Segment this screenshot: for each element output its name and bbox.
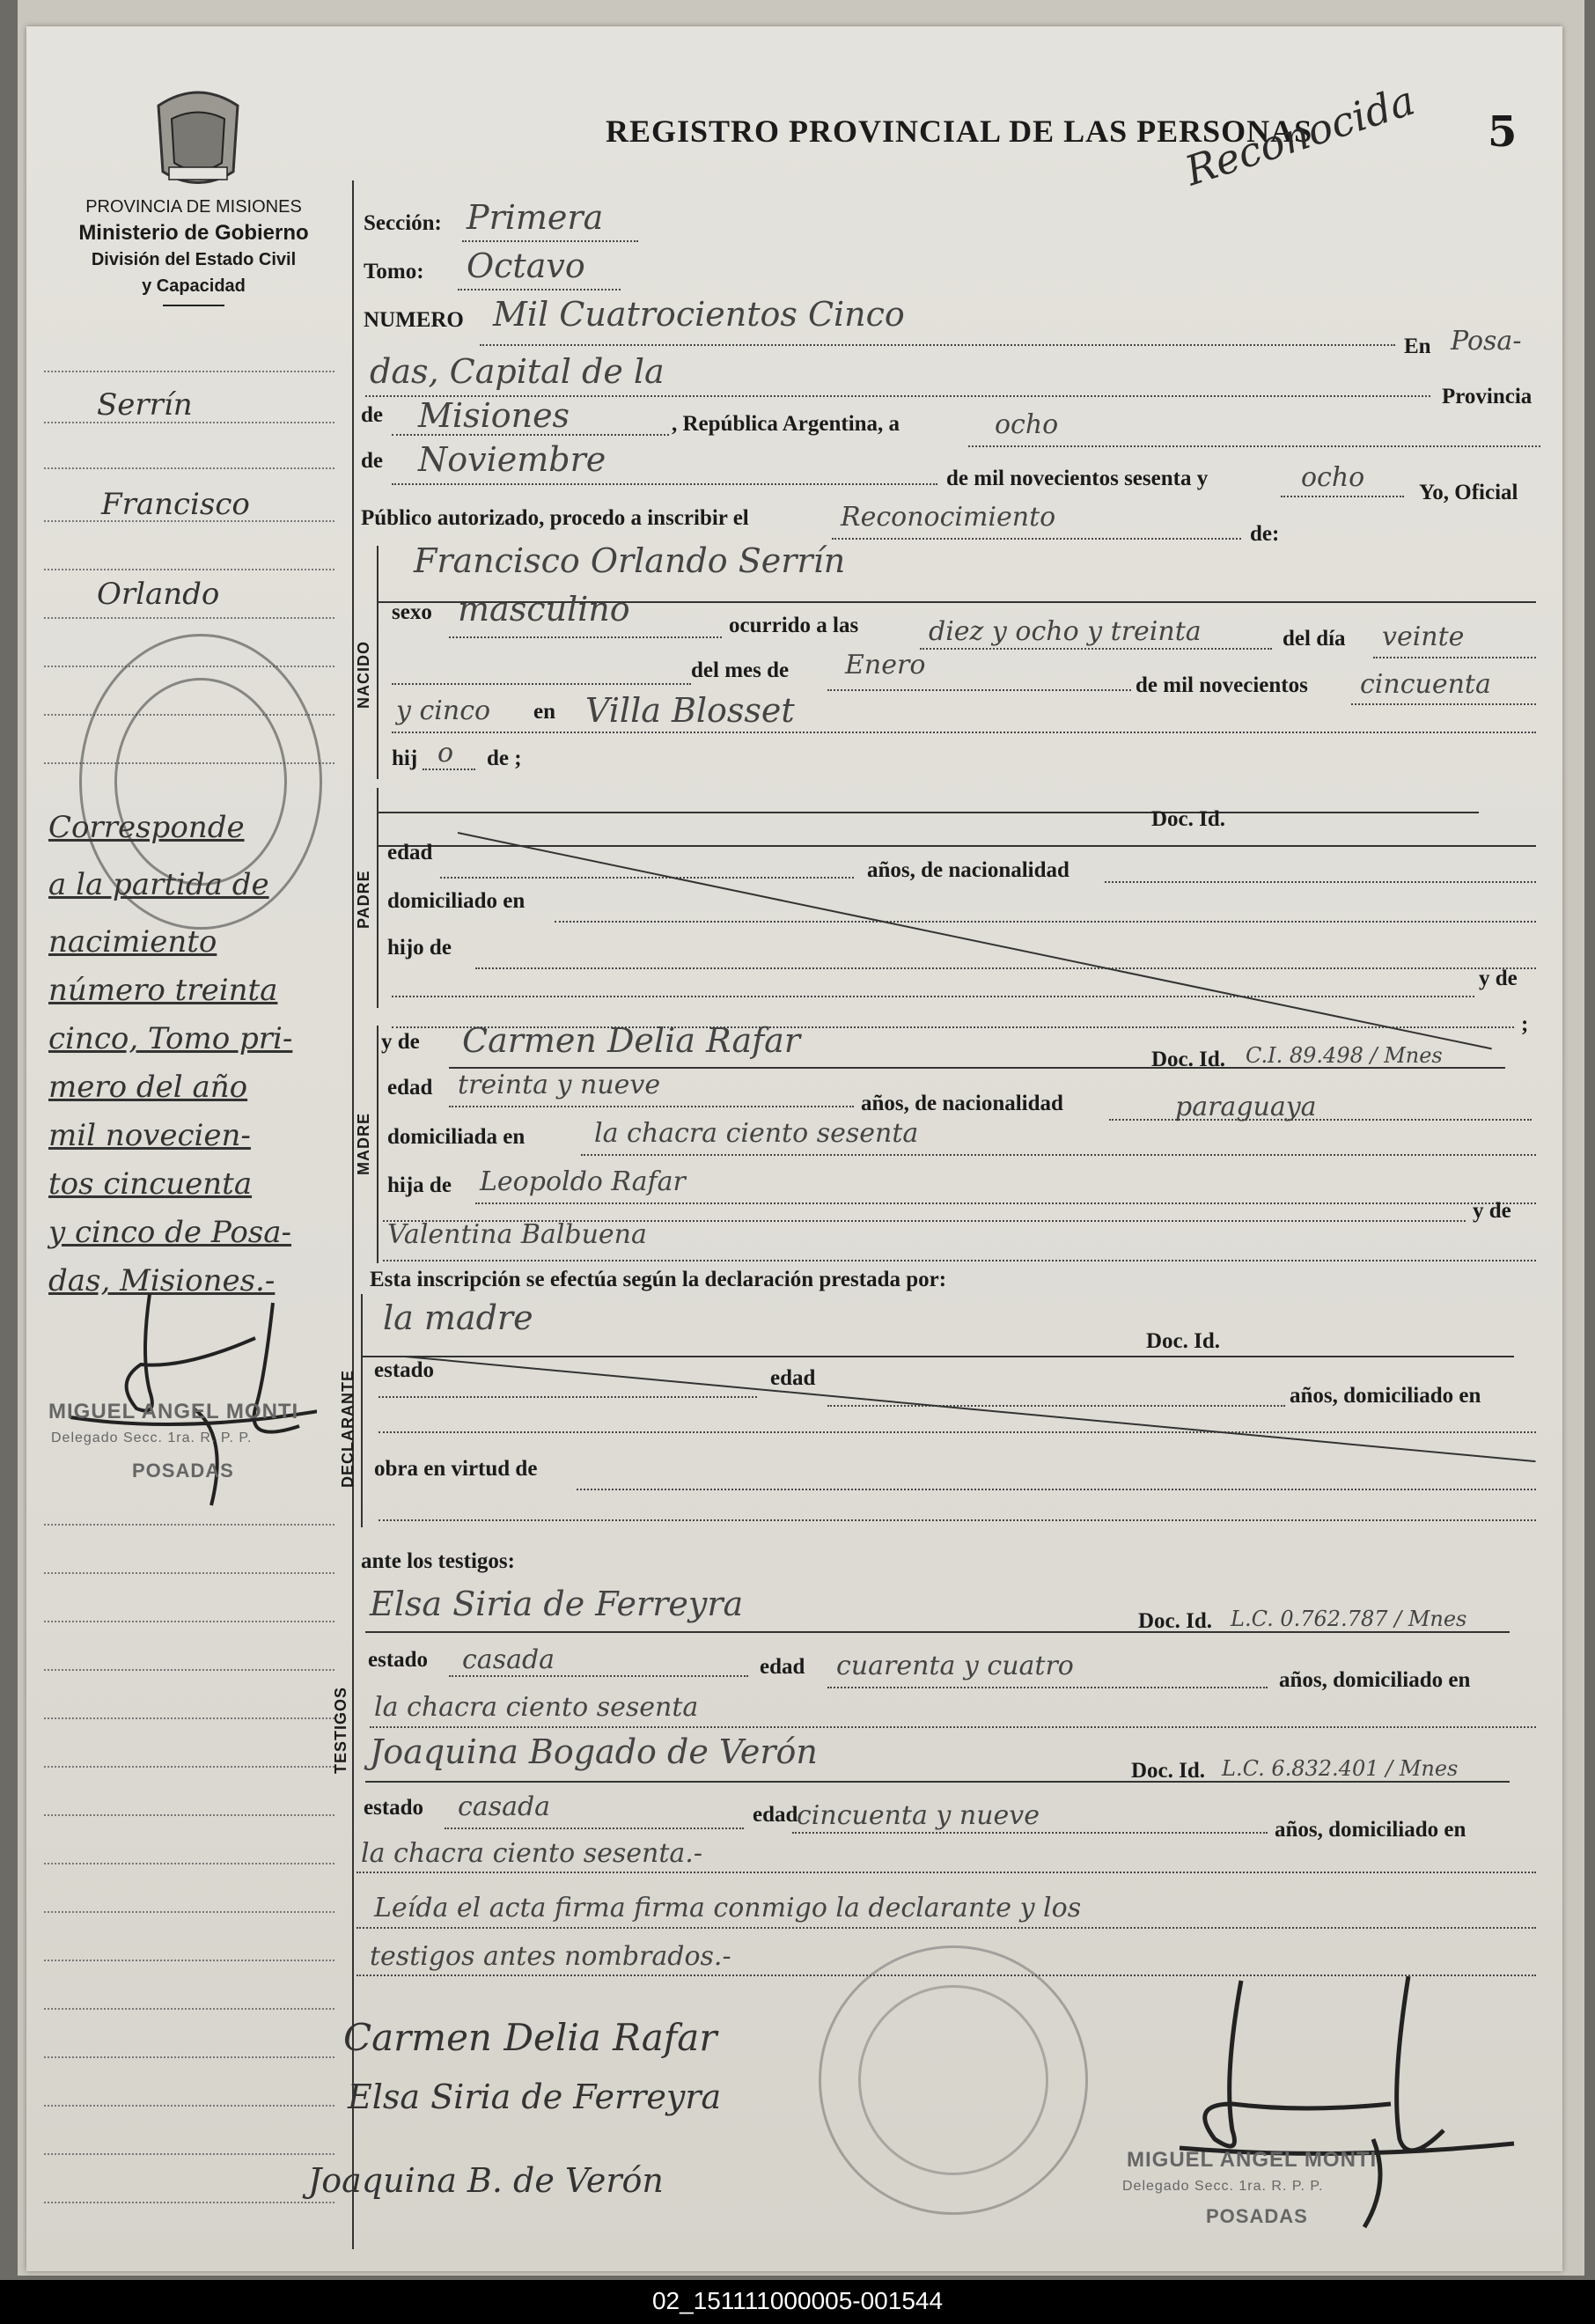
label-provincia: Provincia xyxy=(1442,385,1533,408)
label-obra-virtud: obra en virtud de xyxy=(374,1457,538,1481)
label-madre-y-de: y de xyxy=(381,1030,420,1054)
label-en: En xyxy=(1404,335,1431,358)
value-provincia: Misiones xyxy=(418,396,570,435)
label-madre-hija-de: hija de xyxy=(387,1173,452,1197)
value-anio-nac-a: cincuenta xyxy=(1360,669,1491,700)
value-anio-sesenta: ocho xyxy=(1301,462,1365,493)
line xyxy=(392,995,1474,997)
header-ministry: Ministerio de Gobierno xyxy=(78,221,309,245)
line xyxy=(577,1488,1536,1490)
margin-seal-inner xyxy=(114,678,287,886)
label-padre-nac: años, de nacionalidad xyxy=(867,858,1069,882)
margin-stamp-role: Delegado Secc. 1ra. R. P. P. xyxy=(51,1430,253,1445)
line xyxy=(379,1395,757,1398)
margin-surname: Serrín xyxy=(97,387,193,423)
value-madre-madre: Valentina Balbuena xyxy=(387,1219,647,1250)
value-madre-doc: C.I. 89.498 / Mnes xyxy=(1246,1043,1443,1068)
label-decl-edad: edad xyxy=(770,1366,816,1390)
label-de-semicolon: de ; xyxy=(487,746,522,770)
value-madre-edad: treinta y nueve xyxy=(458,1070,661,1100)
value-acto: Reconocimiento xyxy=(841,502,1056,533)
madre-bracket xyxy=(377,1026,379,1263)
line xyxy=(555,920,1536,923)
line xyxy=(449,636,722,638)
value-testigo1-estado: casada xyxy=(462,1644,555,1675)
value-testigo2-edad: cincuenta y nueve xyxy=(797,1800,1040,1831)
official-stamp-name: MIGUEL ANGEL MONTI xyxy=(1127,2148,1378,2172)
label-madre-nac: años, de nacionalidad xyxy=(861,1092,1063,1115)
label-testigo1-estado: estado xyxy=(368,1648,429,1672)
label-publico: Público autorizado, procedo a inscribir el xyxy=(361,506,749,530)
margin-rule xyxy=(44,2152,334,2155)
line xyxy=(462,239,638,242)
label-seccion: Sección: xyxy=(364,211,442,235)
section-declarante: DECLARANTE xyxy=(339,1370,356,1488)
value-madre-nac: paraguaya xyxy=(1175,1092,1317,1122)
value-lugar-b: das, Capital de la xyxy=(370,352,665,391)
label-sexo: sexo xyxy=(392,600,432,624)
line xyxy=(480,343,1395,346)
value-declarante: la madre xyxy=(383,1298,533,1337)
label-de: de xyxy=(361,403,383,427)
image-caption: 02_151111000005-001544 xyxy=(651,2287,944,2314)
label-decl-doc: Doc. Id. xyxy=(1146,1329,1221,1353)
official-stamp-city: POSADAS xyxy=(1206,2205,1308,2227)
line xyxy=(365,1631,1510,1633)
value-dia: ocho xyxy=(995,409,1059,440)
margin-rule xyxy=(44,2007,334,2010)
label-padre-y-de: y de xyxy=(1479,967,1518,990)
line xyxy=(379,812,1479,813)
value-dia-nac: veinte xyxy=(1382,621,1465,652)
line xyxy=(356,1871,1536,1873)
section-nacido: NACIDO xyxy=(355,641,372,709)
label-testigo1-doc: Doc. Id. xyxy=(1138,1609,1213,1633)
line xyxy=(1105,880,1536,883)
label-en-nac: en xyxy=(533,700,555,724)
label-decl-estado: estado xyxy=(374,1358,435,1382)
value-lugar-a: Posa- xyxy=(1451,326,1522,357)
line xyxy=(832,537,1241,540)
value-madre-dom: la chacra ciento sesenta xyxy=(594,1118,919,1149)
value-hora: diez y ocho y treinta xyxy=(929,616,1202,647)
margin-middlename: Orlando xyxy=(97,577,220,612)
line xyxy=(392,682,691,685)
official-signature xyxy=(1127,1972,1532,2236)
label-testigo2-anos-dom: años, domiciliado en xyxy=(1275,1818,1466,1842)
page-title: REGISTRO PROVINCIAL DE LAS PERSONAS xyxy=(606,114,1313,149)
margin-rule xyxy=(44,1668,334,1671)
section-testigos: TESTIGOS xyxy=(332,1686,349,1774)
margin-note-line: tos cincuenta xyxy=(48,1166,253,1202)
margin-rule xyxy=(44,1717,334,1719)
value-seccion: Primera xyxy=(467,198,604,237)
label-ocurrido: ocurrido a las xyxy=(729,614,859,637)
value-testigo2-dom: la chacra ciento sesenta.- xyxy=(361,1838,702,1869)
label-testigo1-anos-dom: años, domiciliado en xyxy=(1279,1668,1471,1692)
line xyxy=(423,768,475,770)
margin-rule xyxy=(44,1523,334,1526)
value-testigo1-dom: la chacra ciento sesenta xyxy=(374,1692,699,1723)
value-lugar-nac: Villa Blosset xyxy=(585,691,795,730)
label-madre-dom: domiciliada en xyxy=(387,1125,526,1149)
label-de-mil-nov: de mil novecientos xyxy=(1136,673,1308,697)
margin-rule xyxy=(44,568,334,570)
margin-note-line: mero del año xyxy=(48,1070,248,1105)
line xyxy=(379,845,1536,847)
line xyxy=(920,647,1272,650)
value-testigo2-nombre: Joaquina Bogado de Verón xyxy=(370,1732,818,1771)
label-del-dia: del día xyxy=(1283,627,1346,651)
line xyxy=(379,1430,1536,1433)
line xyxy=(827,1686,1268,1688)
margin-rule xyxy=(44,1813,334,1816)
value-hij-suffix: o xyxy=(437,738,454,769)
value-madre-padre: Leopoldo Rafar xyxy=(480,1166,686,1197)
signature-madre: Carmen Delia Rafar xyxy=(343,2016,717,2059)
margin-stamp-name: MIGUEL ANGEL MONTI xyxy=(48,1400,299,1423)
value-testigo1-doc: L.C. 0.762.787 / Mnes xyxy=(1231,1607,1467,1631)
line xyxy=(475,1202,1536,1204)
testigos-bracket xyxy=(352,1580,354,1849)
line xyxy=(1281,495,1404,497)
header-capacity: y Capacidad xyxy=(142,276,246,296)
label-padre-edad: edad xyxy=(387,841,433,864)
line xyxy=(392,731,1536,733)
label-madre-y-de-2: y de xyxy=(1473,1199,1511,1223)
margin-rule xyxy=(44,370,334,372)
line xyxy=(1373,656,1536,658)
margin-firstname: Francisco xyxy=(101,487,250,522)
line xyxy=(475,967,1536,969)
margin-rule xyxy=(44,616,334,619)
margin-rule xyxy=(44,467,334,469)
label-testigo2-edad: edad xyxy=(753,1803,798,1827)
line xyxy=(458,288,621,290)
value-testigo2-estado: casada xyxy=(458,1791,551,1822)
line xyxy=(1109,1118,1532,1121)
margin-rule xyxy=(44,1959,334,1961)
value-nacido-nombre: Francisco Orlando Serrín xyxy=(414,541,846,580)
line xyxy=(445,1827,744,1829)
label-decl-anos-dom: años, domiciliado en xyxy=(1290,1384,1481,1408)
closing-text-line-1: Leída el acta firma firma conmigo la declarante y los xyxy=(374,1893,1082,1923)
header-dash xyxy=(163,305,224,306)
header-province: PROVINCIA DE MISIONES xyxy=(85,197,302,217)
line xyxy=(440,876,854,879)
line xyxy=(392,482,937,485)
label-padre-semicolon: ; xyxy=(1521,1012,1529,1036)
margin-rule xyxy=(44,1620,334,1622)
page-number: 5 xyxy=(1488,107,1518,157)
value-tomo: Octavo xyxy=(467,246,585,285)
label-del-mes: del mes de xyxy=(691,658,790,682)
line xyxy=(392,433,669,436)
value-testigo1-edad: cuarenta y cuatro xyxy=(836,1651,1074,1681)
value-anio-nac-b: y cinco xyxy=(396,695,491,726)
line xyxy=(383,1259,1536,1261)
line xyxy=(449,1674,748,1677)
margin-note-line: a la partida de xyxy=(48,867,269,902)
label-hij: hij xyxy=(392,746,418,770)
label-testigo1-edad: edad xyxy=(760,1655,805,1679)
official-stamp-role: Delegado Secc. 1ra. R. P. P. xyxy=(1122,2179,1324,2194)
line xyxy=(356,1926,1536,1929)
value-mes: Noviembre xyxy=(418,440,606,479)
line xyxy=(379,1519,1536,1521)
label-testigo2-doc: Doc. Id. xyxy=(1131,1759,1206,1783)
closing-text-line-2: testigos antes nombrados.- xyxy=(370,1941,731,1972)
margin-rule xyxy=(44,1765,334,1768)
header-division: División del Estado Civil xyxy=(91,250,297,269)
value-testigo1-nombre: Elsa Siria de Ferreyra xyxy=(370,1585,744,1623)
margin-note-line: Corresponde xyxy=(48,810,245,845)
label-tomo: Tomo: xyxy=(364,260,424,283)
margin-note-line: das, Misiones.- xyxy=(48,1263,276,1298)
margin-note-line: número treinta xyxy=(48,973,278,1008)
label-padre-hijo-de: hijo de xyxy=(387,936,452,960)
value-sexo: masculino xyxy=(458,590,630,629)
value-mes-nac: Enero xyxy=(845,650,926,680)
margin-note-line: y cinco de Posa- xyxy=(48,1215,292,1250)
line xyxy=(361,1356,1514,1357)
label-esta-inscripcion: Esta inscripción se efectúa según la declaración prestada por: xyxy=(370,1268,947,1291)
value-numero: Mil Cuatrocientos Cinco xyxy=(493,295,905,334)
line xyxy=(1351,702,1536,705)
label-padre-doc: Doc. Id. xyxy=(1151,807,1226,831)
section-madre: MADRE xyxy=(355,1113,372,1175)
label-de-2: de xyxy=(361,449,383,473)
declarante-bracket xyxy=(361,1294,363,1527)
margin-rule xyxy=(44,1862,334,1864)
value-madre-nombre: Carmen Delia Rafar xyxy=(462,1021,800,1060)
label-madre-doc: Doc. Id. xyxy=(1151,1048,1226,1071)
line xyxy=(968,445,1540,447)
line xyxy=(827,688,1131,691)
signature-testigo1: Elsa Siria de Ferreyra xyxy=(348,2078,722,2116)
line xyxy=(449,1105,854,1107)
annotation-reconocida: Reconocida xyxy=(1180,76,1421,195)
line xyxy=(370,1725,1536,1728)
signature-testigo2: Joaquina B. de Verón xyxy=(308,2161,664,2200)
margin-note-line: mil novecien- xyxy=(48,1118,251,1153)
padre-bracket xyxy=(377,788,379,1008)
value-testigo2-doc: L.C. 6.832.401 / Mnes xyxy=(1222,1756,1459,1781)
margin-rule xyxy=(44,2201,334,2203)
bottom-seal-inner xyxy=(858,1985,1048,2175)
margin-note-line: cinco, Tomo pri- xyxy=(48,1021,293,1056)
nacido-bracket xyxy=(377,546,379,779)
label-testigo2-estado: estado xyxy=(364,1796,424,1820)
line xyxy=(383,1219,1466,1222)
label-numero: NUMERO xyxy=(364,308,464,332)
line xyxy=(581,1153,1536,1156)
provincial-crest-icon xyxy=(150,79,246,194)
label-de-mil-sesenta: de mil novecientos sesenta y xyxy=(946,467,1209,490)
label-ante-testigos: ante los testigos: xyxy=(361,1549,515,1573)
label-padre-dom: domiciliado en xyxy=(387,889,526,913)
margin-rule xyxy=(44,1910,334,1913)
margin-rule xyxy=(44,2056,334,2058)
label-republica: , República Argentina, a xyxy=(672,412,900,436)
margin-note-line: nacimiento xyxy=(48,924,217,960)
label-yo-oficial: Yo, Oficial xyxy=(1419,481,1518,504)
line xyxy=(827,1404,1285,1407)
section-padre: PADRE xyxy=(355,870,372,929)
issuer-header xyxy=(40,194,348,306)
line xyxy=(365,1781,1510,1783)
line xyxy=(792,1831,1268,1834)
label-de-colon: de: xyxy=(1250,522,1280,546)
margin-rule xyxy=(44,1571,334,1574)
label-madre-edad: edad xyxy=(387,1076,433,1099)
margin-rule xyxy=(44,2104,334,2107)
margin-stamp-city: POSADAS xyxy=(132,1460,234,1482)
